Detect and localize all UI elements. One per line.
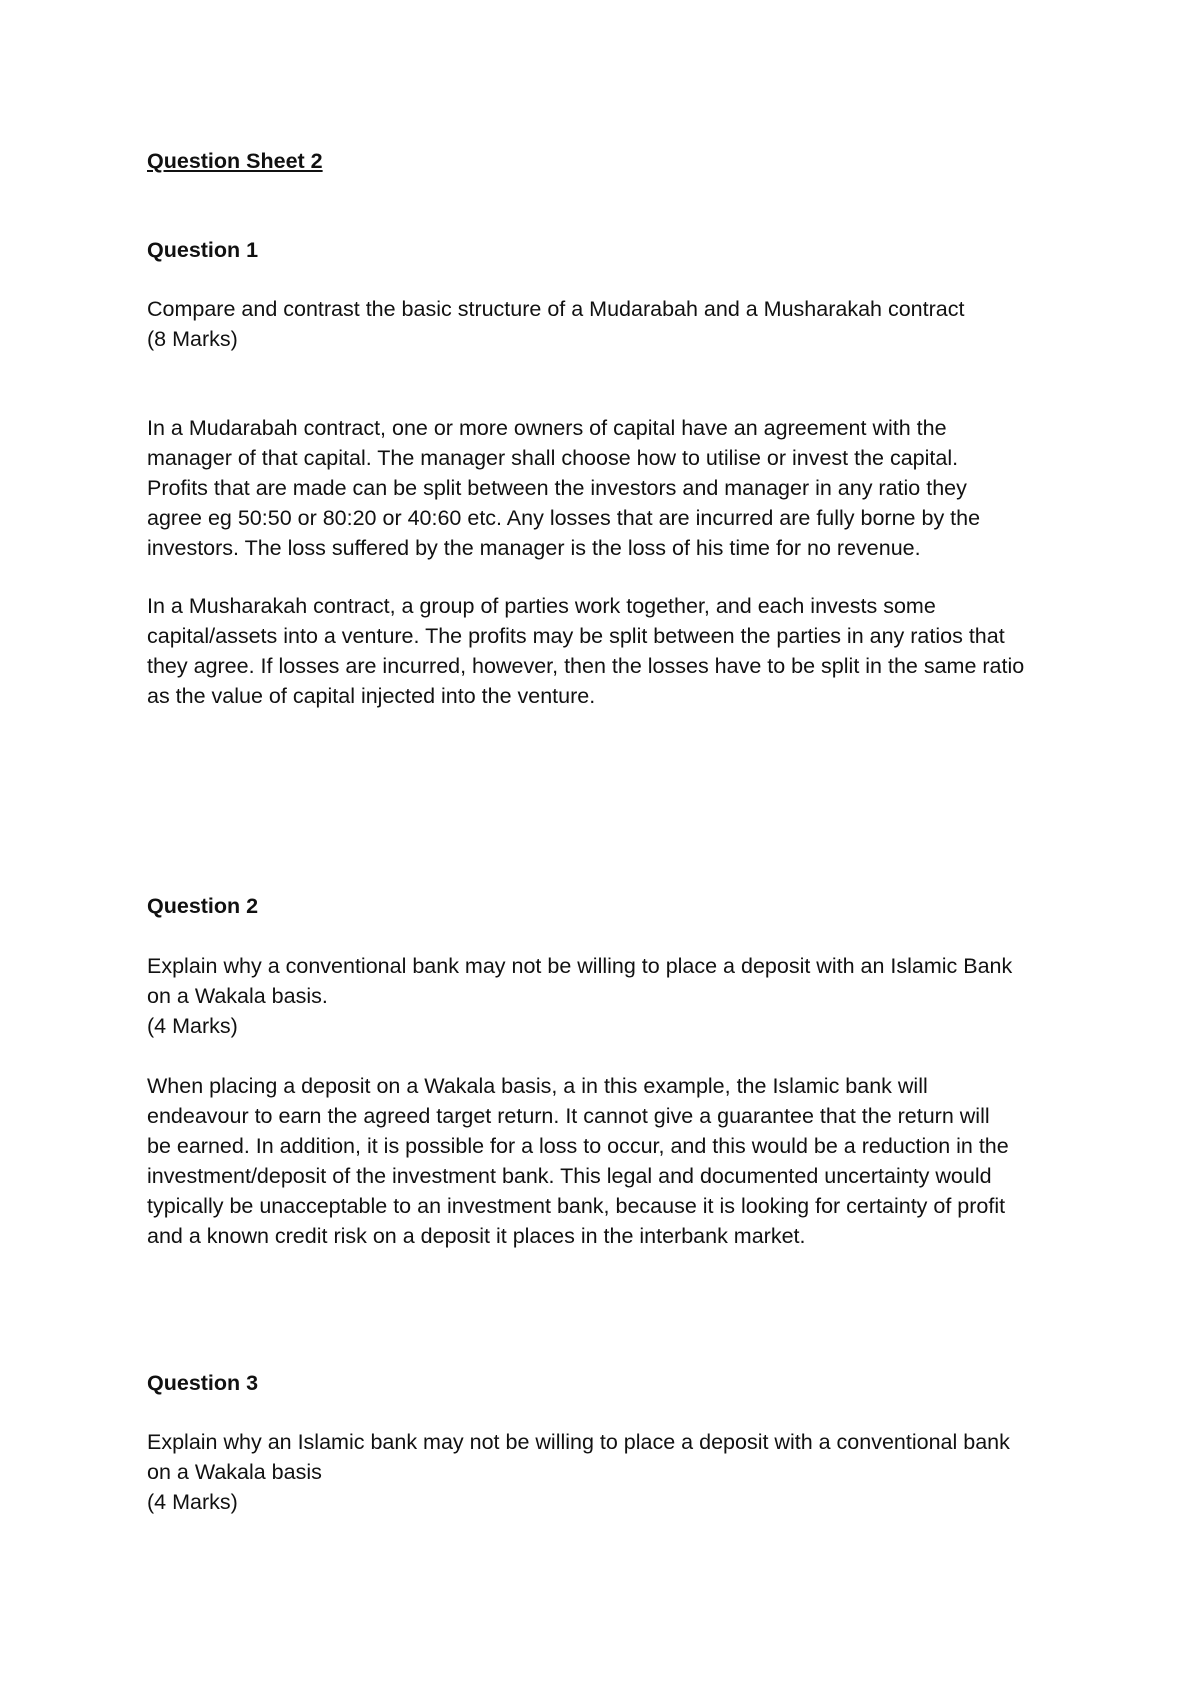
question-2-marks: (4 Marks) xyxy=(147,1014,238,1038)
sheet-title: Question Sheet 2 xyxy=(147,149,323,173)
answer-line: In a Mudarabah contract, one or more owners of capital have an agreement with the xyxy=(147,416,947,440)
answer-line: and a known credit risk on a deposit it places in the interbank market. xyxy=(147,1224,806,1248)
question-2-answer xyxy=(147,1071,1067,1251)
answer-line: investment/deposit of the investment bank. This legal and documented uncertainty would xyxy=(147,1164,992,1188)
answer-line: Profits that are made can be split between the investors and manager in any ratio they xyxy=(147,476,967,500)
question-2-heading: Question 2 xyxy=(147,894,259,918)
question-3-prompt-line: on a Wakala basis xyxy=(147,1460,322,1484)
question-2-prompt-line: Explain why a conventional bank may not be willing to place a deposit with an Islamic Bank xyxy=(147,954,1013,978)
answer-line: agree eg 50:50 or 80:20 or 40:60 etc. Any losses that are incurred are fully borne by the xyxy=(147,506,981,530)
answer-line: capital/assets into a venture. The profits may be split between the parties in any ratios that xyxy=(147,624,1005,648)
answer-line: endeavour to earn the agreed target return. It cannot give a guarantee that the return will xyxy=(147,1104,990,1128)
answer-line: When placing a deposit on a Wakala basis, a in this example, the Islamic bank will xyxy=(147,1074,928,1098)
answer-line: In a Musharakah contract, a group of parties work together, and each invests some xyxy=(147,594,936,618)
question-1-marks: (8 Marks) xyxy=(147,327,238,351)
answer-line: they agree. If losses are incurred, however, then the losses have to be split in the same ratio xyxy=(147,654,1025,678)
answer-line: typically be unacceptable to an investment bank, because it is looking for certainty of profit xyxy=(147,1194,1006,1218)
question-2-prompt-line: on a Wakala basis. xyxy=(147,984,328,1008)
question-2-prompt xyxy=(147,951,1067,1041)
question-1-prompt-line: Compare and contrast the basic structure of a Mudarabah and a Musharakah contract xyxy=(147,297,965,321)
question-1-answer-musharakah xyxy=(147,591,1067,711)
question-3-prompt-line: Explain why an Islamic bank may not be willing to place a deposit with a conventional bank xyxy=(147,1430,1010,1454)
question-3-heading: Question 3 xyxy=(147,1371,259,1395)
question-1-prompt xyxy=(147,294,1067,354)
question-3-marks: (4 Marks) xyxy=(147,1490,238,1514)
question-3-prompt xyxy=(147,1427,1067,1517)
question-1-answer-mudarabah xyxy=(147,413,1067,563)
answer-line: investors. The loss suffered by the manager is the loss of his time for no revenue. xyxy=(147,536,921,560)
answer-line: manager of that capital. The manager shall choose how to utilise or invest the capital. xyxy=(147,446,959,470)
answer-line: as the value of capital injected into the venture. xyxy=(147,684,596,708)
question-1-heading: Question 1 xyxy=(147,238,259,262)
answer-line: be earned. In addition, it is possible for a loss to occur, and this would be a reduction in the xyxy=(147,1134,1009,1158)
